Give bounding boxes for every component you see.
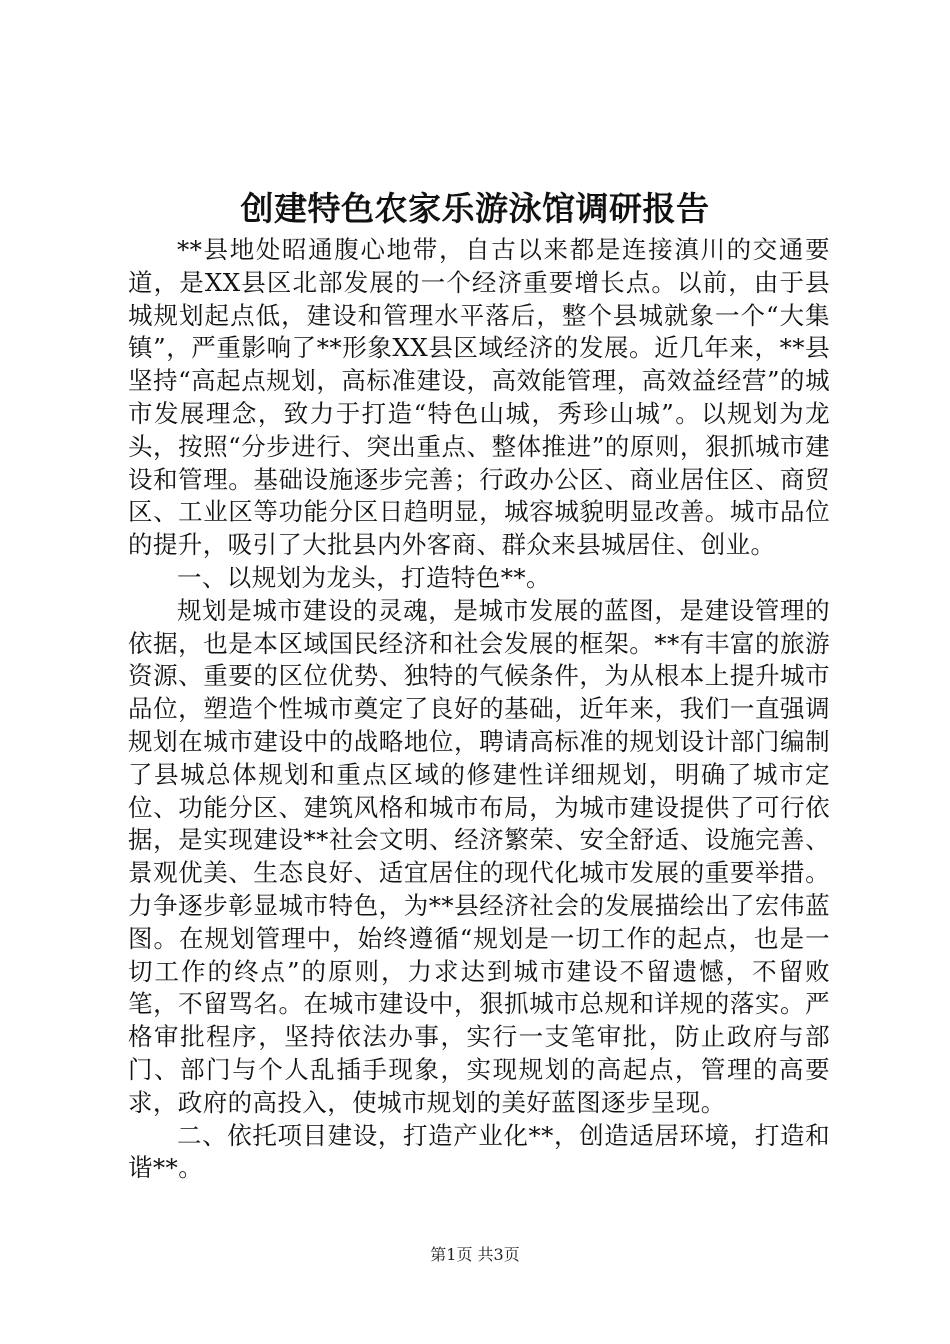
document-title: 创建特色农家乐游泳馆调研报告 (240, 189, 710, 228)
document-body (128, 234, 830, 1185)
paragraph-intro: **县地处昭通腹心地带，自古以来都是连接滇川的交通要道，是XX县区北部发展的一个经济重要增长点。以前，由于县城规划起点低，建设和管理水平落后，整个县城就象一个“大集镇”，严重影响了**形象XX县区域经济的发展。近几年来，**县坚持“高起点规划，高标准建设，高效能管理，高效益经营”的城市发展理念，致力于打造“特色山城，秀珍山城”。以规划为龙头，按照“分步进行、突出重点、整体推进”的原则，狠抓城市建设和管理。基础设施逐步完善；行政办公区、商业居住区、商贸区、工业区等功能分区日趋明显，城容城貌明显改善。城市品位的提升，吸引了大批县内外客商、群众来县城居住、创业。 (128, 235, 830, 560)
page-footer: 第1页 共3页 (430, 1245, 520, 1264)
paragraph-planning: 规划是城市建设的灵魂，是城市发展的蓝图，是建设管理的依据，也是本区域国民经济和社会发展的框架。**有丰富的旅游资源、重要的区位优势、独特的气候条件，为从根本上提升城市品位，塑造个性城市奠定了良好的基础，近年来，我们一直强调规划在城市建设中的战略地位，聘请高标准的规划设计部门编制了县城总体规划和重点区域的修建性详细规划，明确了城市定位、功能分区、建筑风格和城市布局，为城市建设提供了可行依据，是实现建设**社会文明、经济繁荣、安全舒适、设施完善、景观优美、生态良好、适宜居住的现代化城市发展的重要举措。力争逐步彰显城市特色，为**县经济社会的发展描绘出了宏伟蓝图。在规划管理中，始终遵循“规划是一切工作的起点，也是一切工作的终点”的原则，力求达到城市建设不留遗憾，不留败笔，不留骂名。在城市建设中，狠抓城市总规和详规的落实。严格审批程序，坚持依法办事，实行一支笔审批，防止政府与部门、部门与个人乱插手现象，实现规划的高起点，管理的高要求，政府的高投入，使城市规划的美好蓝图逐步呈现。 (128, 595, 830, 1117)
section-heading-2: 二、依托项目建设，打造产业化**，创造适居环境，打造和谐**。 (128, 1120, 830, 1183)
section-heading-1: 一、以规划为龙头，打造特色**。 (177, 562, 551, 592)
